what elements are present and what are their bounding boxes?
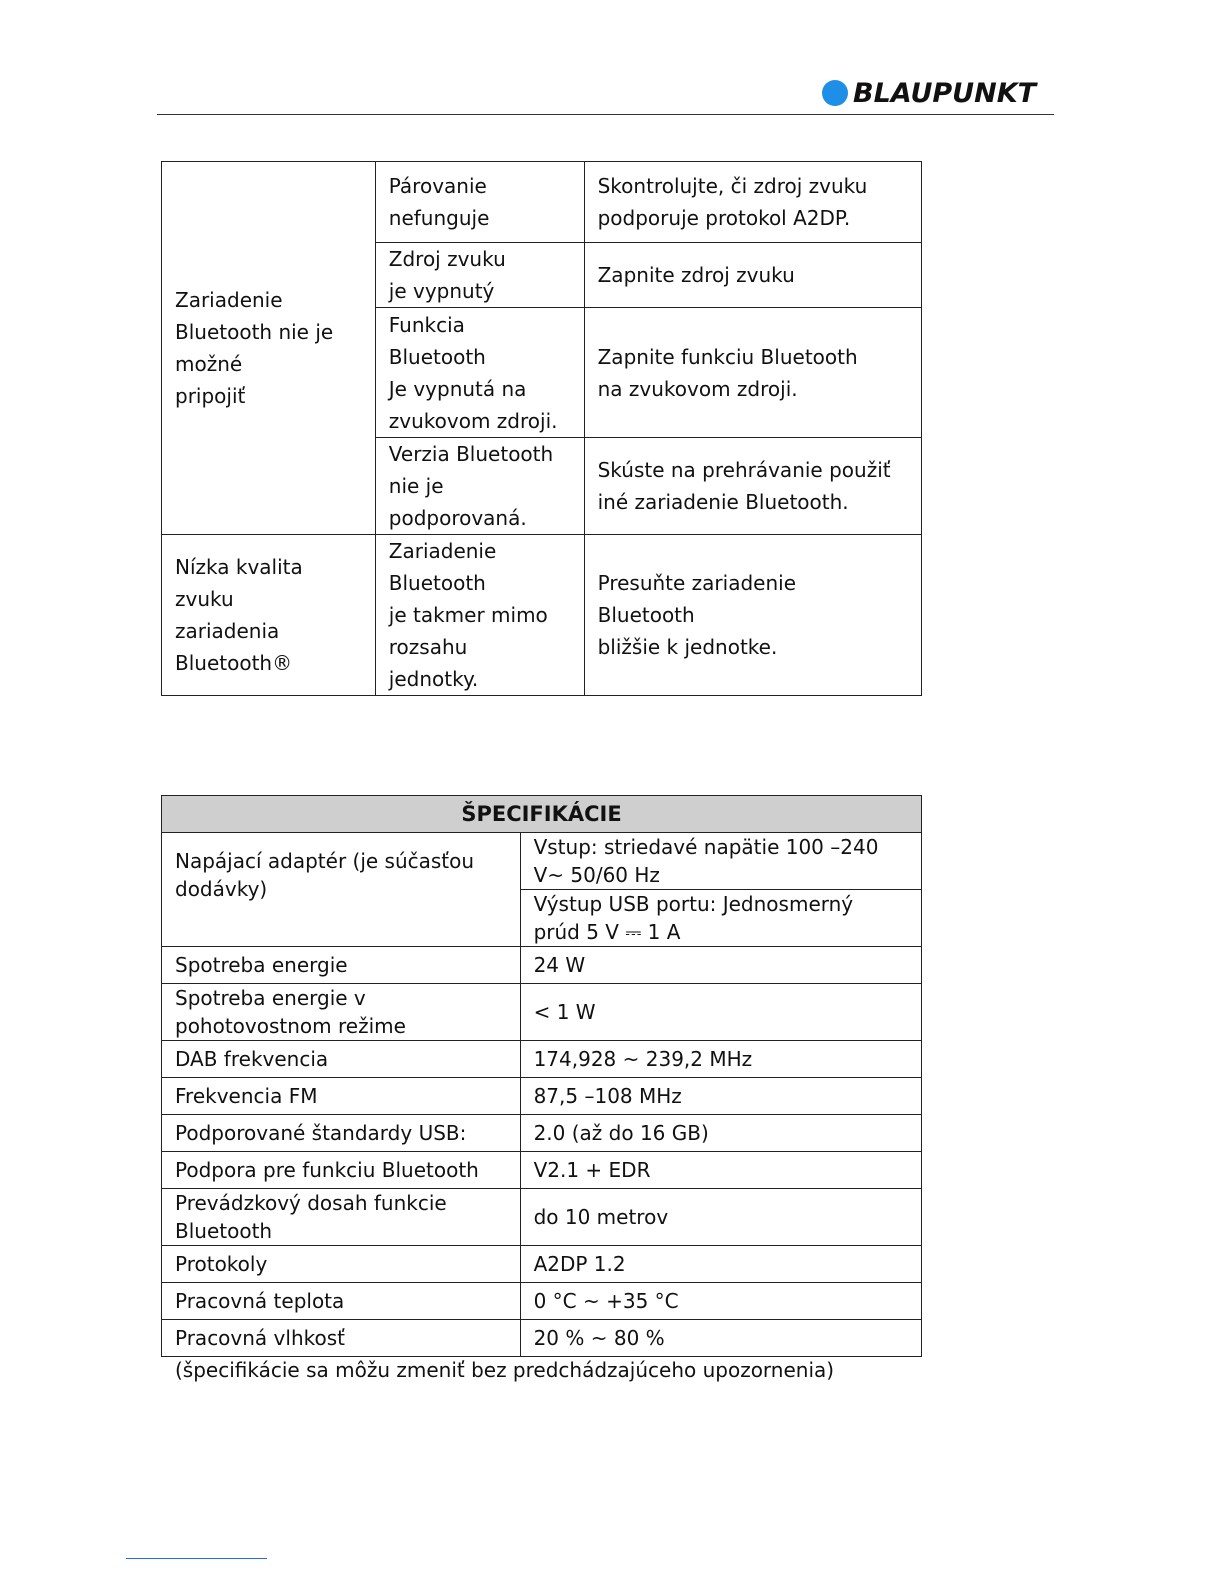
footer-divider bbox=[126, 1558, 267, 1559]
solution-cell: Presuňte zariadenie Bluetooth bližšie k jednotke. bbox=[584, 535, 921, 696]
spec-note: (špecifikácie sa môžu zmeniť bez predchádzajúceho upozornenia) bbox=[175, 1358, 835, 1382]
solution-cell: Zapnite zdroj zvuku bbox=[584, 243, 921, 308]
spec-value: do 10 metrov bbox=[520, 1189, 921, 1246]
table-row bbox=[162, 833, 922, 890]
table-row bbox=[162, 984, 922, 1041]
spec-value: 87,5 –108 MHz bbox=[520, 1078, 921, 1115]
spec-title: ŠPECIFIKÁCIE bbox=[162, 796, 922, 833]
table-row bbox=[162, 535, 922, 696]
spec-value: Vstup: striedavé napätie 100 –240 V~ 50/60 Hz bbox=[520, 833, 921, 890]
troubleshooting-table bbox=[161, 161, 922, 696]
spec-value: 0 °C ~ +35 °C bbox=[520, 1283, 921, 1320]
spec-value: 20 % ~ 80 % bbox=[520, 1320, 921, 1357]
spec-value: 24 W bbox=[520, 947, 921, 984]
spec-label: Spotreba energie bbox=[162, 947, 521, 984]
spec-label: Pracovná teplota bbox=[162, 1283, 521, 1320]
spec-label: Napájací adaptér (je súčasťou dodávky) bbox=[162, 833, 521, 947]
problem-cell: Nízka kvalita zvuku zariadenia Bluetooth® bbox=[162, 535, 376, 696]
spec-value: A2DP 1.2 bbox=[520, 1246, 921, 1283]
spec-label: Pracovná vlhkosť bbox=[162, 1320, 521, 1357]
solution-cell: Skúste na prehrávanie použiť iné zariadenie Bluetooth. bbox=[584, 438, 921, 535]
table-row bbox=[162, 1320, 922, 1357]
cause-cell: Zdroj zvuku je vypnutý bbox=[375, 243, 584, 308]
spec-label: Protokoly bbox=[162, 1246, 521, 1283]
spec-label: Spotreba energie v pohotovostnom režime bbox=[162, 984, 521, 1041]
table-row bbox=[162, 1189, 922, 1246]
table-row bbox=[162, 1152, 922, 1189]
spec-label: Podporované štandardy USB: bbox=[162, 1115, 521, 1152]
spec-value: < 1 W bbox=[520, 984, 921, 1041]
table-row bbox=[162, 1283, 922, 1320]
spec-label: Prevádzkový dosah funkcie Bluetooth bbox=[162, 1189, 521, 1246]
cause-cell: Zariadenie Bluetooth je takmer mimo rozsahu jednotky. bbox=[375, 535, 584, 696]
table-row bbox=[162, 1115, 922, 1152]
spec-label: DAB frekvencia bbox=[162, 1041, 521, 1078]
spec-label: Frekvencia FM bbox=[162, 1078, 521, 1115]
table-row bbox=[162, 1078, 922, 1115]
cause-cell: Párovanie nefunguje bbox=[375, 162, 584, 243]
table-row bbox=[162, 1041, 922, 1078]
cause-cell: Funkcia Bluetooth Je vypnutá na zvukovom zdroji. bbox=[375, 308, 584, 438]
problem-cell: Zariadenie Bluetooth nie je možné pripojiť bbox=[162, 162, 376, 535]
spec-value: 2.0 (až do 16 GB) bbox=[520, 1115, 921, 1152]
brand-dot-icon bbox=[822, 80, 848, 106]
table-row bbox=[162, 947, 922, 984]
specifications-table bbox=[161, 795, 922, 1357]
spec-value: Výstup USB portu: Jednosmerný prúd 5 V ⎓ 1 A bbox=[520, 890, 921, 947]
solution-cell: Skontrolujte, či zdroj zvuku podporuje protokol A2DP. bbox=[584, 162, 921, 243]
spec-header-row bbox=[162, 796, 922, 833]
header-divider bbox=[157, 114, 1054, 115]
brand-name: BLAUPUNKT bbox=[853, 77, 1037, 109]
spec-label: Podpora pre funkciu Bluetooth bbox=[162, 1152, 521, 1189]
spec-value: 174,928 ~ 239,2 MHz bbox=[520, 1041, 921, 1078]
table-row bbox=[162, 162, 922, 243]
spec-value: V2.1 + EDR bbox=[520, 1152, 921, 1189]
cause-cell: Verzia Bluetooth nie je podporovaná. bbox=[375, 438, 584, 535]
table-row bbox=[162, 1246, 922, 1283]
brand-logo bbox=[822, 76, 1036, 110]
solution-cell: Zapnite funkciu Bluetooth na zvukovom zdroji. bbox=[584, 308, 921, 438]
